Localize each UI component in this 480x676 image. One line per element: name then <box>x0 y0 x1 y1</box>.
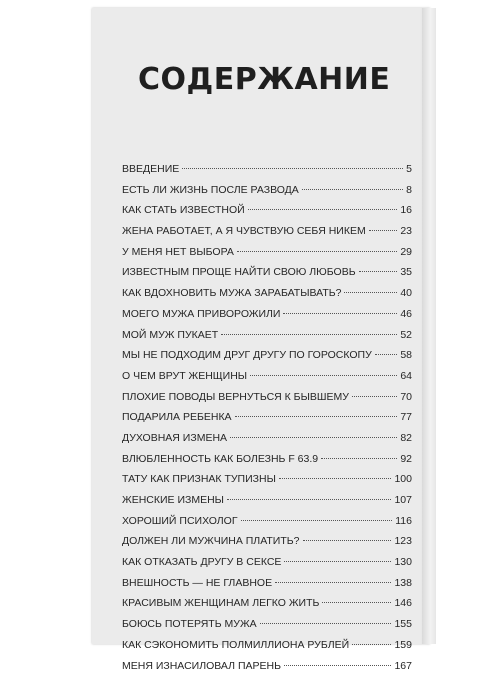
toc-entry <box>122 490 412 511</box>
dot-leader <box>275 582 391 583</box>
toc-entry-title: ЕСТЬ ЛИ ЖИЗНЬ ПОСЛЕ РАЗВОДА <box>122 180 299 201</box>
dot-leader <box>241 520 393 521</box>
toc-entry <box>122 180 412 201</box>
toc-entry-page-number: 58 <box>400 345 412 366</box>
toc-entry-page-number: 35 <box>400 262 412 283</box>
dot-leader <box>352 396 397 397</box>
book-spine <box>422 8 436 644</box>
dot-leader <box>235 416 398 417</box>
toc-entry-page-number: 23 <box>400 221 412 242</box>
toc-entry <box>122 428 412 449</box>
toc-entry <box>122 593 412 614</box>
toc-entry-page-number: 130 <box>394 552 412 573</box>
toc-entry-page-number: 52 <box>400 325 412 346</box>
toc-entry-title: МЫ НЕ ПОДХОДИМ ДРУГ ДРУГУ ПО ГОРОСКОПУ <box>122 345 372 366</box>
toc-entry <box>122 262 412 283</box>
toc-entry <box>122 242 412 263</box>
dot-leader <box>237 251 397 252</box>
toc-entry-title: ЖЕНСКИЕ ИЗМЕНЫ <box>122 490 224 511</box>
toc-entry-title: ИЗВЕСТНЫМ ПРОЩЕ НАЙТИ СВОЮ ЛЮБОВЬ <box>122 262 356 283</box>
dot-leader <box>344 292 397 293</box>
toc-entry <box>122 449 412 470</box>
toc-entry <box>122 366 412 387</box>
toc-entry-page-number: 155 <box>394 614 412 635</box>
toc-entry <box>122 221 412 242</box>
dot-leader <box>322 602 391 603</box>
dot-leader <box>230 437 397 438</box>
toc-entry-title: ВНЕШНОСТЬ — НЕ ГЛАВНОЕ <box>122 573 272 594</box>
toc-entry-title: ТАТУ КАК ПРИЗНАК ТУПИЗНЫ <box>122 469 276 490</box>
toc-entry-page-number: 70 <box>400 387 412 408</box>
toc-entry-page-number: 146 <box>394 593 412 614</box>
toc-entry-page-number: 123 <box>394 531 412 552</box>
dot-leader <box>302 189 403 190</box>
toc-entry-title: У МЕНЯ НЕТ ВЫБОРА <box>122 242 234 263</box>
dot-leader <box>227 499 392 500</box>
toc-entry-title: ХОРОШИЙ ПСИХОЛОГ <box>122 511 238 532</box>
toc-entry-title: МОЕГО МУЖА ПРИВОРОЖИЛИ <box>122 304 280 325</box>
toc-entry-page-number: 159 <box>394 635 412 656</box>
dot-leader <box>279 478 392 479</box>
toc-entry-title: ДУХОВНАЯ ИЗМЕНА <box>122 428 227 449</box>
toc-entry <box>122 304 412 325</box>
dot-leader <box>359 271 398 272</box>
dot-leader <box>352 644 391 645</box>
toc-entry <box>122 656 412 676</box>
toc-entry-page-number: 29 <box>400 242 412 263</box>
toc-entry <box>122 552 412 573</box>
toc-entry-title: ДОЛЖЕН ЛИ МУЖЧИНА ПЛАТИТЬ? <box>122 531 300 552</box>
toc-entry-title: МОЙ МУЖ ПУКАЕТ <box>122 325 218 346</box>
dot-leader <box>260 623 392 624</box>
toc-entry-page-number: 5 <box>406 159 412 180</box>
toc-entry-title: КАК ВДОХНОВИТЬ МУЖА ЗАРАБАТЫВАТЬ? <box>122 283 341 304</box>
dot-leader <box>182 168 403 169</box>
dot-leader <box>369 230 398 231</box>
toc-entry <box>122 407 412 428</box>
toc-entry-page-number: 116 <box>395 511 412 532</box>
toc-entry-page-number: 16 <box>400 200 412 221</box>
dot-leader <box>250 375 397 376</box>
toc-entry-page-number: 64 <box>400 366 412 387</box>
toc-entry-page-number: 77 <box>400 407 412 428</box>
page-title: СОДЕРЖАНИЕ <box>138 62 390 97</box>
toc-entry-title: ПОДАРИЛА РЕБЕНКА <box>122 407 232 428</box>
dot-leader <box>284 561 391 562</box>
toc-entry-page-number: 167 <box>394 656 412 676</box>
dot-leader <box>321 458 397 459</box>
table-of-contents <box>122 159 412 676</box>
toc-entry-title: КАК ОТКАЗАТЬ ДРУГУ В СЕКСЕ <box>122 552 281 573</box>
toc-entry-page-number: 46 <box>400 304 412 325</box>
dot-leader <box>221 334 397 335</box>
toc-entry-page-number: 8 <box>406 180 412 201</box>
toc-entry <box>122 200 412 221</box>
toc-entry <box>122 469 412 490</box>
toc-entry <box>122 573 412 594</box>
toc-entry-title: ЖЕНА РАБОТАЕТ, А Я ЧУВСТВУЮ СЕБЯ НИКЕМ <box>122 221 366 242</box>
dot-leader <box>284 665 391 666</box>
toc-entry-title: КАК СЭКОНОМИТЬ ПОЛМИЛЛИОНА РУБЛЕЙ <box>122 635 349 656</box>
toc-entry-title: ПЛОХИЕ ПОВОДЫ ВЕРНУТЬСЯ К БЫВШЕМУ <box>122 387 349 408</box>
toc-entry <box>122 531 412 552</box>
dot-leader <box>283 313 397 314</box>
toc-entry-title: МЕНЯ ИЗНАСИЛОВАЛ ПАРЕНЬ <box>122 656 281 676</box>
toc-entry-title: ВЛЮБЛЕННОСТЬ КАК БОЛЕЗНЬ F 63.9 <box>122 449 318 470</box>
toc-entry <box>122 283 412 304</box>
toc-entry <box>122 614 412 635</box>
toc-entry-title: КАК СТАТЬ ИЗВЕСТНОЙ <box>122 200 245 221</box>
toc-entry-page-number: 82 <box>400 428 412 449</box>
toc-entry-title: ВВЕДЕНИЕ <box>122 159 179 180</box>
toc-entry <box>122 325 412 346</box>
toc-entry-page-number: 107 <box>394 490 412 511</box>
dot-leader <box>248 209 398 210</box>
toc-entry <box>122 635 412 656</box>
toc-entry-page-number: 40 <box>400 283 412 304</box>
toc-entry-title: БОЮСЬ ПОТЕРЯТЬ МУЖА <box>122 614 257 635</box>
toc-entry-page-number: 92 <box>400 449 412 470</box>
toc-entry <box>122 159 412 180</box>
toc-entry-page-number: 100 <box>394 469 412 490</box>
toc-entry <box>122 387 412 408</box>
dot-leader <box>375 354 398 355</box>
toc-entry-title: КРАСИВЫМ ЖЕНЩИНАМ ЛЕГКО ЖИТЬ <box>122 593 319 614</box>
dot-leader <box>303 540 392 541</box>
toc-entry <box>122 511 412 532</box>
toc-entry <box>122 345 412 366</box>
toc-entry-page-number: 138 <box>394 573 412 594</box>
book-page <box>92 8 430 644</box>
toc-entry-title: О ЧЕМ ВРУТ ЖЕНЩИНЫ <box>122 366 247 387</box>
